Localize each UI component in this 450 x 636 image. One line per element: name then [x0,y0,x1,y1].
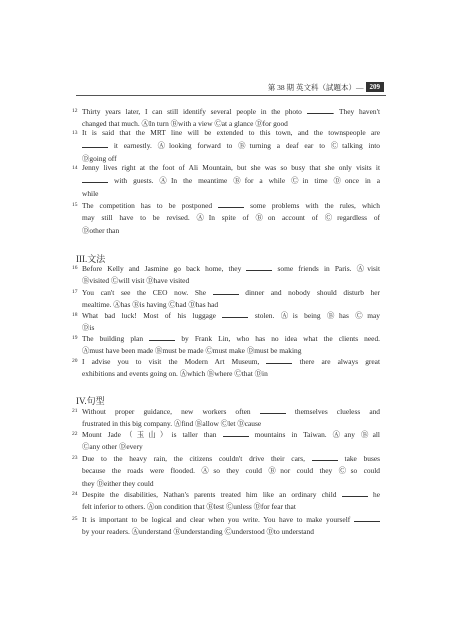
answer-blank [213,286,239,295]
header-rule [76,95,386,96]
question-24 [72,488,380,514]
question-line: by your readers. Ⓐunderstand Ⓑunderstanding Ⓒunderstood Ⓓto understand [82,527,314,537]
question-line: changed that much. ⒶIn turn Ⓑwith a view Ⓒat a glance Ⓓfor good [82,119,288,129]
question-line: I advise you to visit the Modern Art Museum, there are always great [82,357,381,366]
question-number: 25 [72,516,78,522]
question-line: frustrated in this big company. Ⓐfind Ⓑallow Ⓒlet Ⓓcause [82,419,262,429]
question-23 [72,452,380,490]
question-line: Ⓓis [82,323,95,333]
question-number: 23 [72,455,78,461]
subject-label: 英文科（試題本）— [296,82,364,92]
question-number: 19 [72,335,78,341]
question-line: It is important to be logical and clear when you write. You have to make yourself [82,513,380,526]
question-16 [72,262,380,288]
answer-blank [82,174,108,183]
question-number: 16 [72,265,78,271]
question-13 [72,127,380,165]
question-line: it earnestly. Ⓐlooking forward to Ⓑturning a deaf ear to Ⓒtalking into [82,139,380,152]
question-15 [72,199,381,237]
question-line: Ⓒany other Ⓓevery [82,442,143,452]
question-line: Due to the heavy rain, the citizens couldn't drive their cars, take buses [82,454,380,463]
question-number: 22 [72,431,78,437]
question-number: 12 [72,108,78,114]
question-number: 17 [72,289,78,295]
question-line: Jenny lives right at the foot of Ali Mountain, but she was so busy that she only visits it [82,163,380,172]
answer-blank [307,105,333,114]
question-line: You can't see the CEO now. She dinner and nobody should disturb her [82,288,380,297]
question-line: The building plan by Frank Lin, who has no idea what the clients need. [82,334,380,343]
answer-blank [260,405,286,414]
issue-label: 第 38 期 [267,82,294,92]
question-line: Ⓓgoing off [82,153,117,163]
question-line: What bad luck! Most of his luggage stolen. Ⓐis being Ⓑhas Ⓒmay [82,311,381,320]
question-line: felt inferior to others. Ⓐon condition that Ⓑlest Ⓒunless Ⓓfor fear that [82,502,296,512]
question-line: may still have to be revised. ⒶIn spite of Ⓑon account of Ⓒregardless of [82,213,380,223]
question-19 [72,332,380,358]
question-line: mealtime. Ⓐhas Ⓑis having Ⓒhad Ⓓhas had [82,300,219,310]
question-number: 21 [72,408,78,414]
question-14 [72,162,380,200]
question-18 [72,309,381,335]
question-17 [72,286,380,312]
page-header [268,81,384,93]
section-title-grammar: III.文法 [76,254,106,264]
question-line: Before Kelly and Jasmine go back home, they some friends in Paris. Ⓐvisit [82,264,380,273]
answer-blank [223,428,249,437]
question-number: 20 [72,358,78,364]
question-number: 15 [72,202,78,208]
question-line: Thirty years later, I can still identify several people in the photo . They haven't [82,107,380,116]
question-line: while [82,188,99,198]
answer-blank [149,332,175,341]
question-25 [72,513,380,539]
question-number: 13 [72,130,78,136]
answer-blank [266,355,292,364]
question-number: 24 [72,491,78,497]
answer-blank [312,452,338,461]
question-number: 18 [72,312,78,318]
question-line: Ⓐmust have been made Ⓑmust be made Ⓒmust make Ⓓmust be making [82,346,302,356]
question-line: It is said that the MRT line will be extended to this town, and the townspeople are [82,128,380,137]
question-line: Ⓑvisited Ⓒwill visit Ⓓhave visited [82,276,190,286]
question-21 [72,405,380,431]
question-line: Without proper guidance, new workers often themselves clueless and [82,407,380,416]
answer-blank [246,262,272,271]
answer-blank [222,309,248,318]
question-22 [72,428,380,454]
question-line: Despite the disabilities, Nathan's parents treated him like an ordinary child he [82,490,380,499]
answer-blank [354,513,380,522]
question-number: 14 [72,165,78,171]
question-line: Ⓓother than [82,225,120,235]
answer-blank [342,488,368,497]
question-line: exhibitions and events going on. Ⓐwhich Ⓑwhere Ⓒthat Ⓓin [82,369,268,379]
page-number: 209 [366,82,385,92]
question-20 [72,355,381,381]
question-line: Mount Jade（玉山）is taller than mountains in Taiwan. Ⓐany Ⓑall [82,430,380,439]
section-title-sentence-patterns: IV.句型 [76,396,105,406]
question-line: with guests. ⒶIn the meantime Ⓑfor a while Ⓒin time Ⓓonce in a [82,174,380,187]
question-line: they Ⓓeither they could [82,478,154,488]
answer-blank [218,199,244,208]
answer-blank [82,139,108,148]
question-line: The competition has to be postponed some problems with the rules, which [82,201,381,210]
question-line: because the roads were flooded. Ⓐso they could Ⓑnor could they Ⓒso could [82,466,380,476]
